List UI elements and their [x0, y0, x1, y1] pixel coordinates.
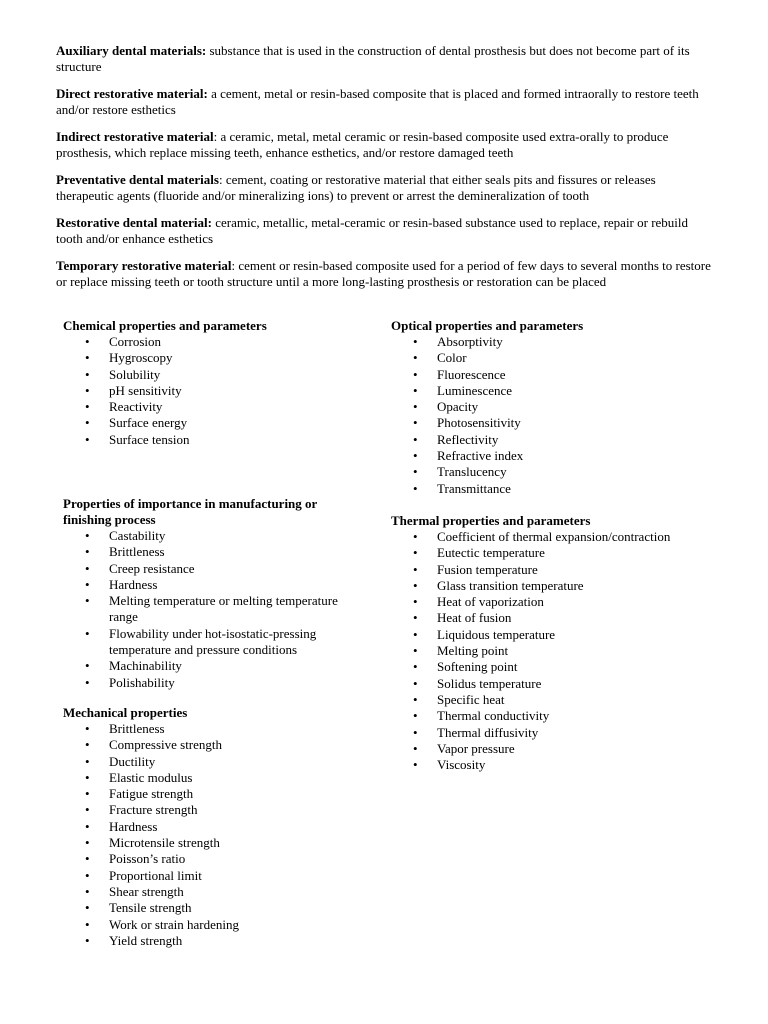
- list-item: • Flowability under hot-isostatic-pressing temperature and pressure conditions: [63, 626, 363, 659]
- list-item: • Reactivity: [63, 399, 373, 415]
- thermal-properties-section: [391, 513, 731, 773]
- definition-term: Restorative dental material:: [56, 215, 212, 230]
- definition-text: : cement, coating or restorative material that either seals pits and fissures or releases therapeutic agents (fluoride and/or mineralizing ions) to prevent or arrest the demineralization of tooth: [56, 172, 656, 203]
- list-item: • Eutectic temperature: [391, 545, 731, 561]
- definition-paragraph: [56, 86, 716, 118]
- list-item: • Yield strength: [63, 933, 373, 949]
- list-item: • Shear strength: [63, 884, 373, 900]
- list-item: • Surface tension: [63, 432, 373, 448]
- list-item: • Fusion temperature: [391, 562, 731, 578]
- definition-term: Preventative dental materials: [56, 172, 219, 187]
- property-list: [391, 334, 701, 497]
- definition-paragraph: [56, 172, 716, 204]
- section-title: Optical properties and parameters: [391, 318, 584, 333]
- property-list: [391, 529, 731, 773]
- list-item: • Hygroscopy: [63, 350, 373, 366]
- mechanical-properties-section: [63, 705, 373, 949]
- list-item: • Coefficient of thermal expansion/contraction: [391, 529, 731, 545]
- list-item: • Proportional limit: [63, 868, 373, 884]
- definition-text: a cement, metal or resin-based composite that is placed and formed intraorally to restore teeth and/or restore esthetics: [56, 86, 699, 117]
- list-item: • Absorptivity: [391, 334, 701, 350]
- list-item: • Specific heat: [391, 692, 731, 708]
- list-item: • Machinability: [63, 658, 363, 674]
- list-item: • Fracture strength: [63, 802, 373, 818]
- list-item: • Refractive index: [391, 448, 701, 464]
- definitions-section: [56, 43, 716, 301]
- list-item: • Compressive strength: [63, 737, 373, 753]
- list-item: • Tensile strength: [63, 900, 373, 916]
- list-item: • Solubility: [63, 367, 373, 383]
- manufacturing-properties-section: [63, 496, 363, 691]
- list-item: • Microtensile strength: [63, 835, 373, 851]
- list-item: • Reflectivity: [391, 432, 701, 448]
- list-item: • pH sensitivity: [63, 383, 373, 399]
- list-item: • Heat of vaporization: [391, 594, 731, 610]
- definition-paragraph: [56, 129, 716, 161]
- section-title: Thermal properties and parameters: [391, 513, 591, 528]
- section-title: Properties of importance in manufacturing or finishing process: [63, 496, 318, 527]
- list-item: • Creep resistance: [63, 561, 363, 577]
- list-item: • Glass transition temperature: [391, 578, 731, 594]
- list-item: • Melting point: [391, 643, 731, 659]
- list-item: • Fatigue strength: [63, 786, 373, 802]
- property-list: [63, 334, 373, 448]
- list-item: • Castability: [63, 528, 363, 544]
- definition-term: Direct restorative material:: [56, 86, 208, 101]
- list-item: • Thermal diffusivity: [391, 725, 731, 741]
- list-item: • Surface energy: [63, 415, 373, 431]
- section-title: Chemical properties and parameters: [63, 318, 267, 333]
- list-item: • Luminescence: [391, 383, 701, 399]
- list-item: • Fluorescence: [391, 367, 701, 383]
- definition-text: ceramic, metallic, metal-ceramic or resin-based substance used to replace, repair or rebuild tooth and/or enhance esthetics: [56, 215, 689, 246]
- list-item: • Work or strain hardening: [63, 917, 373, 933]
- list-item: • Brittleness: [63, 544, 363, 560]
- list-item: • Vapor pressure: [391, 741, 731, 757]
- list-item: • Heat of fusion: [391, 610, 731, 626]
- list-item: • Transmittance: [391, 481, 701, 497]
- property-list: [63, 528, 363, 691]
- list-item: • Photosensitivity: [391, 415, 701, 431]
- definition-paragraph: [56, 43, 716, 75]
- definition-text: substance that is used in the construction of dental prosthesis but does not become part of its structure: [56, 43, 690, 74]
- section-title: Mechanical properties: [63, 705, 188, 720]
- list-item: • Elastic modulus: [63, 770, 373, 786]
- property-list: [63, 721, 373, 949]
- definition-term: Temporary restorative material: [56, 258, 232, 273]
- list-item: • Color: [391, 350, 701, 366]
- list-item: • Corrosion: [63, 334, 373, 350]
- definition-term: Indirect restorative material: [56, 129, 214, 144]
- definition-paragraph: [56, 258, 716, 290]
- definition-paragraph: [56, 215, 716, 247]
- list-item: • Solidus temperature: [391, 676, 731, 692]
- list-item: • Liquidous temperature: [391, 627, 731, 643]
- list-item: • Softening point: [391, 659, 731, 675]
- optical-properties-section: [391, 318, 701, 497]
- definition-text: : cement or resin-based composite used for a period of few days to several months to restore or replace missing teeth or tooth structure until a more long-lasting prosthesis or restoration can be placed: [56, 258, 711, 289]
- definition-text: : a ceramic, metal, metal ceramic or resin-based composite used extra-orally to produce prosthesis, which replace missing teeth, enhance esthetics, and/or restore damaged teeth: [56, 129, 669, 160]
- list-item: • Brittleness: [63, 721, 373, 737]
- chemical-properties-section: [63, 318, 373, 448]
- list-item: • Melting temperature or melting temperature range: [63, 593, 363, 626]
- list-item: • Thermal conductivity: [391, 708, 731, 724]
- list-item: • Translucency: [391, 464, 701, 480]
- list-item: • Viscosity: [391, 757, 731, 773]
- list-item: • Ductility: [63, 754, 373, 770]
- list-item: • Opacity: [391, 399, 701, 415]
- list-item: • Hardness: [63, 577, 363, 593]
- list-item: • Hardness: [63, 819, 373, 835]
- list-item: • Poisson’s ratio: [63, 851, 373, 867]
- list-item: • Polishability: [63, 675, 363, 691]
- definition-term: Auxiliary dental materials:: [56, 43, 207, 58]
